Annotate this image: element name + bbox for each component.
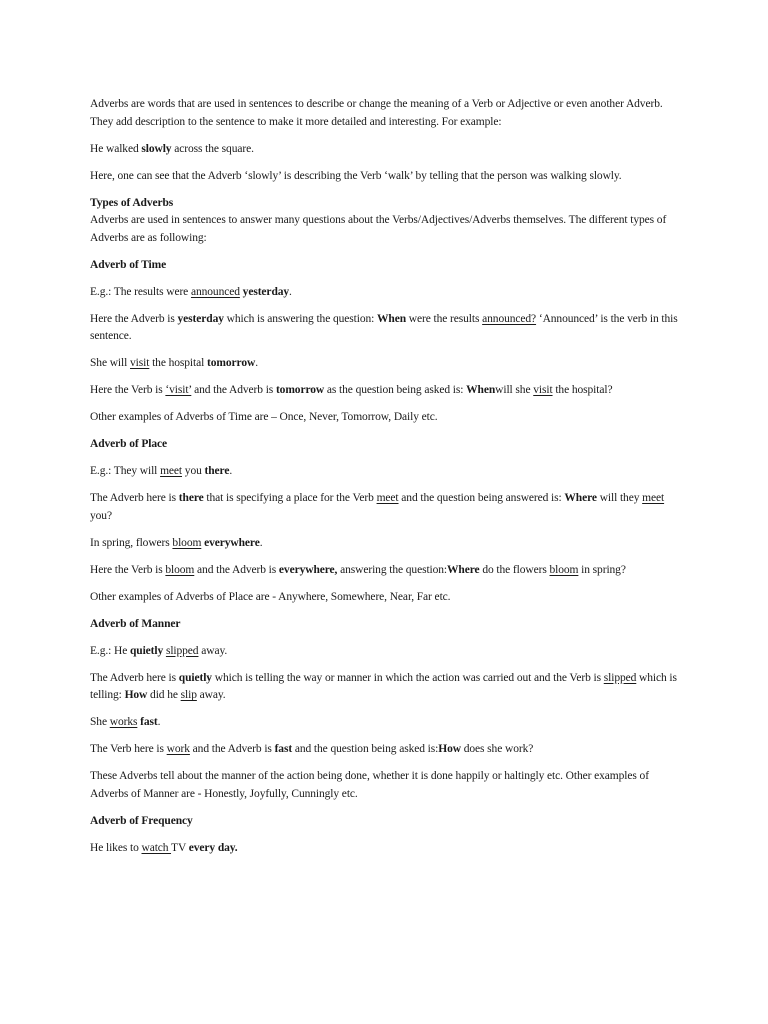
text-run: The Verb here is bbox=[90, 743, 167, 755]
underlined-verb: works bbox=[109, 716, 138, 728]
section-heading-frequency: Adverb of Frequency bbox=[90, 814, 193, 827]
bold-term: there bbox=[204, 465, 230, 477]
underlined-verb: ‘visit’ bbox=[165, 384, 192, 396]
manner-explanation-2 bbox=[90, 741, 680, 759]
intro-paragraph: Adverbs are words that are used in sentences to describe or change the meaning of a Verb or Adjective or even another Adverb. They add description to the sentence to make it more detailed and interesting. For example: bbox=[90, 98, 663, 128]
time-example-2 bbox=[90, 355, 680, 373]
place-example-2 bbox=[90, 535, 680, 553]
text-run: across the square. bbox=[171, 142, 254, 155]
section-heading-manner: Adverb of Manner bbox=[90, 617, 181, 630]
text-run: and the Adverb is bbox=[189, 743, 275, 755]
bold-term: quietly bbox=[129, 644, 164, 657]
bold-term: tomorrow bbox=[275, 384, 325, 396]
explanation-paragraph: Here, one can see that the Adverb ‘slowly’ is describing the Verb ‘walk’ by telling that the person was walking slowly. bbox=[90, 169, 622, 182]
bold-term: When bbox=[377, 312, 407, 325]
text-run: and the question being asked is: bbox=[292, 743, 439, 755]
time-other-examples: Other examples of Adverbs of Time are – Once, Never, Tomorrow, Daily etc. bbox=[90, 411, 438, 423]
text-run: Here the Adverb is bbox=[90, 312, 178, 325]
section-heading-place: Adverb of Place bbox=[90, 438, 168, 450]
place-explanation-2 bbox=[90, 562, 680, 580]
text-run: . bbox=[157, 716, 161, 728]
text-run: E.g.: They will bbox=[90, 465, 161, 477]
text-run: which is answering the question: bbox=[223, 312, 378, 325]
text-run: . bbox=[255, 357, 258, 369]
document-body bbox=[90, 96, 680, 867]
underlined-verb: bloom bbox=[549, 563, 579, 576]
text-run: The Adverb here is bbox=[90, 492, 179, 504]
text-run: do the flowers bbox=[479, 563, 550, 576]
text-run: In spring, flowers bbox=[90, 536, 173, 549]
text-run: He likes to bbox=[90, 841, 142, 854]
bold-term: yesterday bbox=[177, 312, 224, 325]
text-run: . bbox=[289, 285, 292, 298]
bold-term: every day. bbox=[188, 841, 238, 854]
example-sentence bbox=[90, 141, 680, 159]
text-run: you bbox=[182, 465, 205, 477]
underlined-verb: visit bbox=[130, 357, 150, 369]
manner-example-1 bbox=[90, 643, 680, 661]
text-run: which is telling: bbox=[90, 671, 677, 701]
bold-term: quietly bbox=[178, 671, 212, 684]
bold-term: When bbox=[466, 384, 496, 396]
manner-example-2 bbox=[90, 714, 680, 732]
text-run: Here the Verb is bbox=[90, 563, 166, 576]
underlined-verb: slipped bbox=[165, 644, 199, 657]
manner-other-examples: These Adverbs tell about the manner of the action being done, whether it is done happily or haltingly etc. Other examples of Adverbs of Manner are - Honestly, Joyfully, Cunningly etc. bbox=[90, 770, 649, 800]
underlined-verb: announced bbox=[190, 285, 240, 298]
manner-explanation-1 bbox=[90, 670, 680, 705]
text-run: TV bbox=[171, 841, 189, 854]
text-run: did he bbox=[147, 689, 181, 701]
bold-term: fast bbox=[140, 716, 158, 728]
time-explanation-2 bbox=[90, 382, 680, 400]
frequency-example-1 bbox=[90, 840, 680, 858]
text-run: . bbox=[229, 465, 233, 477]
text-run: She bbox=[90, 716, 110, 728]
underlined-verb: announced? bbox=[482, 312, 537, 325]
underlined-verb: bloom bbox=[172, 536, 202, 549]
text-run: and the Adverb is bbox=[194, 563, 279, 576]
types-heading: Types of Adverbs bbox=[90, 196, 174, 209]
bold-term: there bbox=[178, 492, 204, 504]
underlined-verb: bloom bbox=[165, 563, 195, 576]
text-run: were the results bbox=[406, 312, 483, 325]
text-run: the hospital bbox=[149, 357, 208, 369]
bold-term: How bbox=[124, 689, 148, 701]
text-run: will she bbox=[495, 384, 534, 396]
text-run: . bbox=[259, 536, 263, 549]
time-example-1 bbox=[90, 284, 680, 302]
text-run: in spring? bbox=[578, 563, 626, 576]
text-run: away. bbox=[198, 644, 228, 657]
bold-term: tomorrow bbox=[207, 357, 256, 369]
underlined-verb: meet bbox=[160, 465, 183, 477]
text-run: and the question being answered is: bbox=[398, 492, 565, 504]
place-other-examples: Other examples of Adverbs of Place are - Anywhere, Somewhere, Near, Far etc. bbox=[90, 590, 451, 603]
text-run: the hospital? bbox=[552, 384, 613, 396]
text-run: does she work? bbox=[460, 743, 534, 755]
text-run: E.g.: The results were bbox=[90, 285, 191, 298]
text-run: will they bbox=[596, 492, 643, 504]
underlined-verb: slip bbox=[180, 689, 197, 701]
text-run: She will bbox=[90, 357, 130, 369]
text-run: E.g.: He bbox=[90, 644, 130, 657]
text-run: as the question being asked is: bbox=[324, 384, 467, 396]
types-paragraph: Adverbs are used in sentences to answer many questions about the Verbs/Adjectives/Adverbs themselves. The different types of Adverbs are as following: bbox=[90, 214, 667, 244]
bold-term: Where bbox=[447, 563, 480, 576]
bold-term: everywhere bbox=[204, 536, 260, 549]
text-run: which is telling the way or manner in which the action was carried out and the Verb is bbox=[211, 671, 604, 684]
bold-term: yesterday bbox=[242, 285, 290, 298]
text-run: you? bbox=[90, 509, 112, 522]
text-run: and the Adverb is bbox=[191, 384, 276, 396]
section-heading-time: Adverb of Time bbox=[90, 258, 167, 271]
underlined-verb: slipped bbox=[603, 671, 637, 684]
bold-term: Where bbox=[564, 492, 597, 504]
text-run: answering the question: bbox=[337, 563, 448, 576]
text-run: He walked bbox=[90, 142, 142, 155]
place-explanation-1 bbox=[90, 490, 680, 525]
text-run: ‘Announced’ is the verb in this sentence. bbox=[90, 312, 678, 342]
underlined-verb: meet bbox=[642, 492, 665, 504]
bold-term: slowly bbox=[141, 142, 172, 155]
bold-term: How bbox=[438, 743, 461, 755]
place-example-1 bbox=[90, 463, 680, 481]
underlined-verb: meet bbox=[376, 492, 399, 504]
underlined-verb: visit bbox=[533, 384, 553, 396]
text-run: The Adverb here is bbox=[90, 671, 179, 684]
bold-term: everywhere, bbox=[278, 563, 338, 576]
text-run: that is specifying a place for the Verb bbox=[203, 492, 377, 504]
underlined-verb: watch bbox=[141, 841, 172, 854]
time-explanation-1 bbox=[90, 311, 680, 346]
text-run: Here the Verb is bbox=[90, 384, 166, 396]
bold-term: fast bbox=[274, 743, 293, 755]
underlined-verb: work bbox=[166, 743, 190, 755]
text-run: away. bbox=[196, 689, 226, 701]
